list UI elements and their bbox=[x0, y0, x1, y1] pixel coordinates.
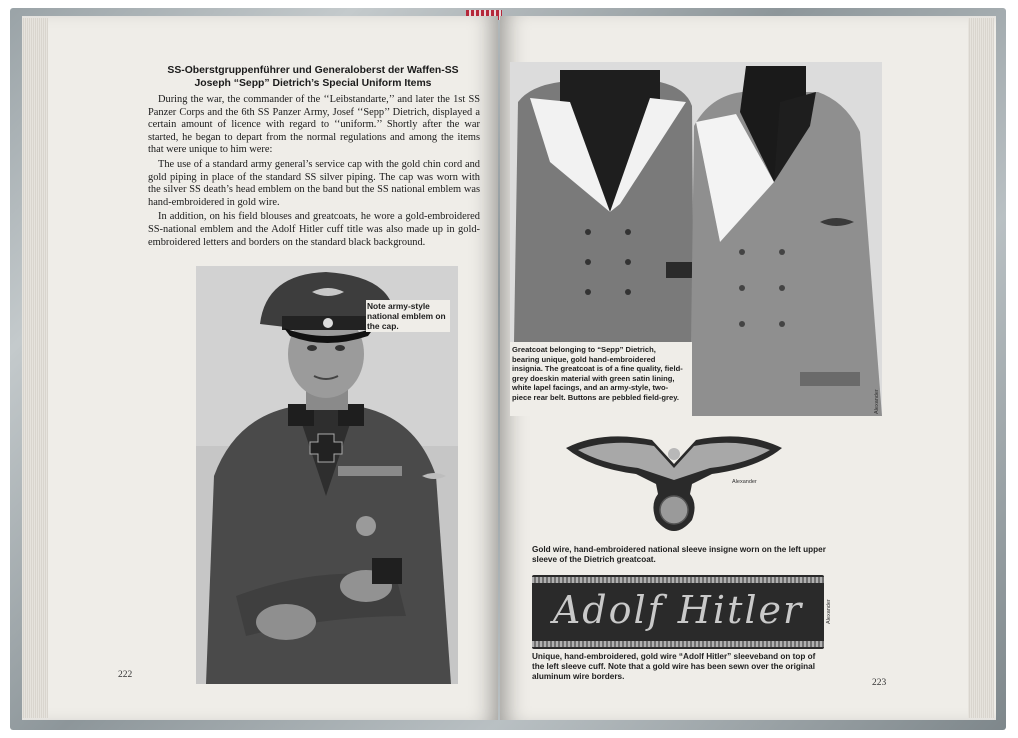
paragraph-1: During the war, the commander of the ‘‘Leibstandarte,’’ and later the 1st SS Panzer Corps and the 6th SS Panzer Army, Josef ‘‘Sepp’’ Dietrich, displayed a certain amount of licence with regard to ‘‘uniform.’’ Shortly after the war started, he began to depart from the normal regulations and among the items that were unique to him were: bbox=[148, 94, 480, 156]
paragraph-2: The use of a standard army general’s service cap with the gold chin cord and gold piping in place of the standard SS silver piping. The cap was worn with the silver SS death’s head emblem on the band but the SS national emblem was hand-embroidered in gold wire. bbox=[148, 158, 480, 208]
cufftitle-caption: Unique, hand-embroidered, gold wire “Adolf Hitler” sleeveband on top of the left sleeve cuff. Note that a gold wire has been sewn over the original aluminum wire borders. bbox=[532, 652, 816, 681]
title-line-1: SS-Oberstgruppenführer und Generaloberst der Waffen-SS bbox=[167, 65, 459, 76]
greatcoat-caption: Greatcoat belonging to “Sepp” Dietrich, bearing unique, gold hand-embroidered insignia. The greatcoat is of a fine quality, field-grey doeskin material with green satin lining, white lapel facings, and an army-style, two-piece rear belt. Buttons are pebbled field-grey. bbox=[512, 345, 683, 402]
title-line-2: Joseph “Sepp” Dietrich’s Special Uniform Items bbox=[194, 78, 432, 89]
cuff-title-band bbox=[532, 575, 824, 649]
cuff-title-border-top bbox=[532, 577, 824, 583]
page-number-left: 222 bbox=[118, 670, 133, 680]
page-edges-left bbox=[22, 18, 48, 718]
cuff-title-text: Adolf Hitler bbox=[552, 588, 804, 632]
cuff-title-border-bottom bbox=[532, 641, 824, 647]
page-edges-right bbox=[968, 18, 994, 718]
eagle-caption: Gold wire, hand-embroidered national sleeve insigne worn on the left upper sleeve of the Dietrich greatcoat. bbox=[532, 545, 826, 564]
page-number-right: 223 bbox=[872, 678, 887, 688]
eagle-credit: Alexander bbox=[732, 479, 757, 485]
paragraph-3: In addition, on his field blouses and greatcoats, he wore a gold-embroidered SS-national emblem and the Adolf Hitler cuff title was also made up in gold-embroidered letters and borders on the standard black background. bbox=[148, 211, 480, 248]
article-body bbox=[148, 94, 480, 251]
greatcoat-credit: Alexander bbox=[874, 389, 880, 414]
article-title bbox=[148, 64, 478, 90]
cufftitle-credit: Alexander bbox=[826, 599, 832, 624]
portrait-caption: Note army-style national emblem on the cap. bbox=[366, 300, 450, 332]
